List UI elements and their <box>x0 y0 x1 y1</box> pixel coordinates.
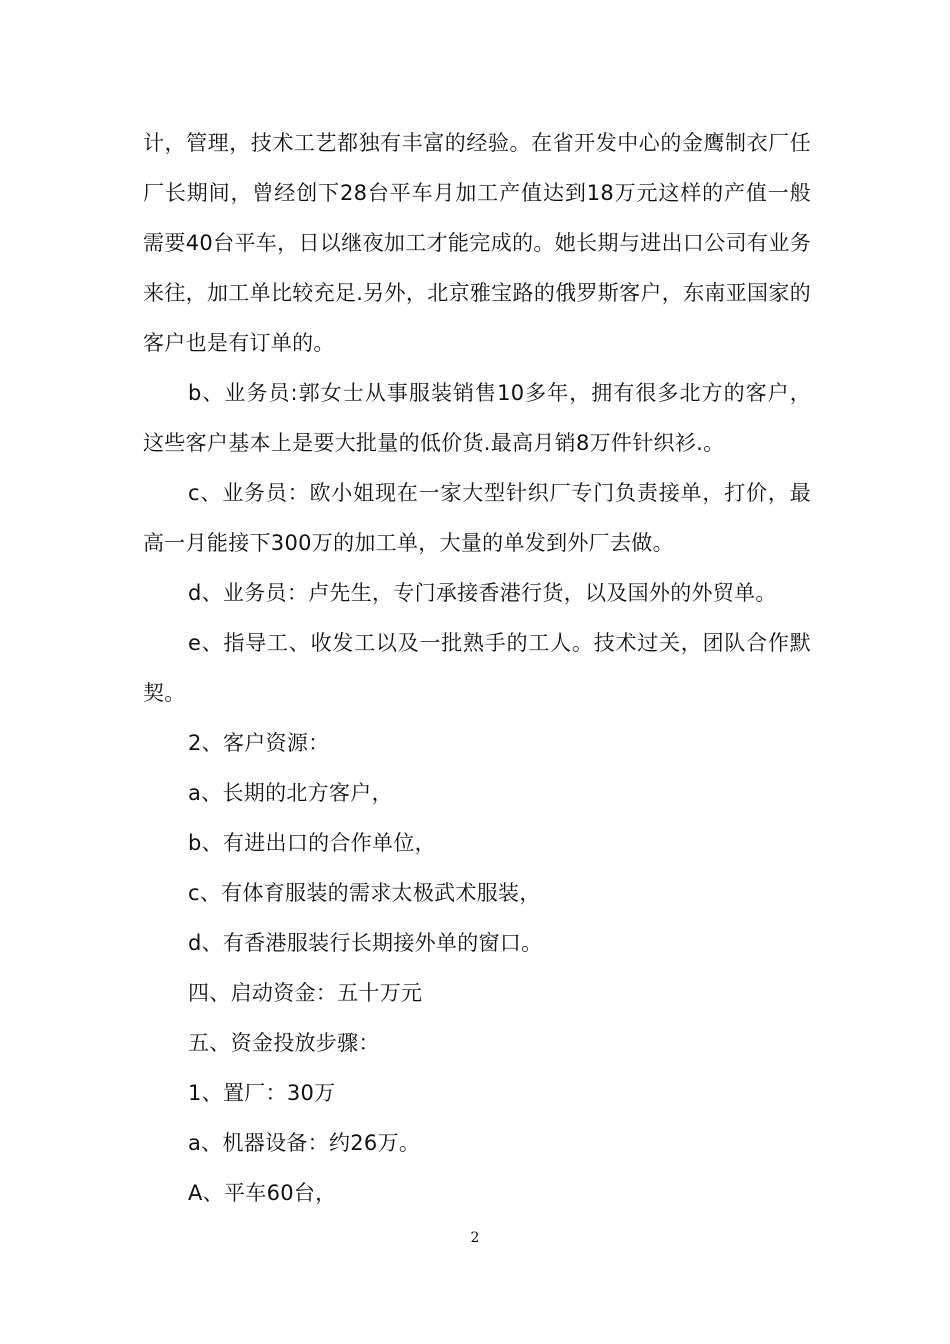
list-item-customer-d: d、有香港服装行长期接外单的窗口。 <box>188 931 543 955</box>
list-item-customer-b: b、有进出口的合作单位， <box>188 831 436 855</box>
paragraph-salesperson-b: b、业务员:郭女士从事服装销售10多年，拥有很多北方的客户，这些客户基本上是要大批量的低价货.最高月销8万件针织衫.。 <box>143 381 811 455</box>
paragraph-workers-e: e、指导工、收发工以及一批熟手的工人。技术过关，团队合作默契。 <box>143 631 811 705</box>
heading-investment-steps: 五、资金投放步骤： <box>188 1031 380 1055</box>
page-number: 2 <box>470 1230 480 1246</box>
heading-startup-capital: 四、启动资金：五十万元 <box>188 981 423 1005</box>
paragraph-salesperson-c: c、业务员：欧小姐现在一家大型针织厂专门负责接单，打价，最高一月能接下300万的加工单，大量的单发到外厂去做。 <box>143 481 811 555</box>
list-item-customer-a: a、长期的北方客户， <box>188 781 393 805</box>
heading-customer-resources: 2、客户资源： <box>188 731 330 755</box>
paragraph-continuation: 计，管理，技术工艺都独有丰富的经验。在省开发中心的金鹰制衣厂任厂长期间，曾经创下28台平车月加工产值达到18万元这样的产值一般需要40台平车，日以继夜加工才能完成的。她长期与进出口公司有业务来往，加工单比较充足.另外，北京雅宝路的俄罗斯客户，东南亚国家的客户也是有订单的。 <box>143 131 811 355</box>
list-item-flat-machines: A、平车60台， <box>188 1181 337 1205</box>
document-body <box>143 118 811 1218</box>
paragraph-salesperson-d: d、业务员：卢先生，专门承接香港行货，以及国外的外贸单。 <box>188 581 777 605</box>
list-item-factory-setup: 1、置厂：30万 <box>188 1081 336 1105</box>
list-item-customer-c: c、有体育服装的需求太极武术服装， <box>188 881 541 905</box>
list-item-equipment: a、机器设备：约26万。 <box>188 1131 421 1155</box>
